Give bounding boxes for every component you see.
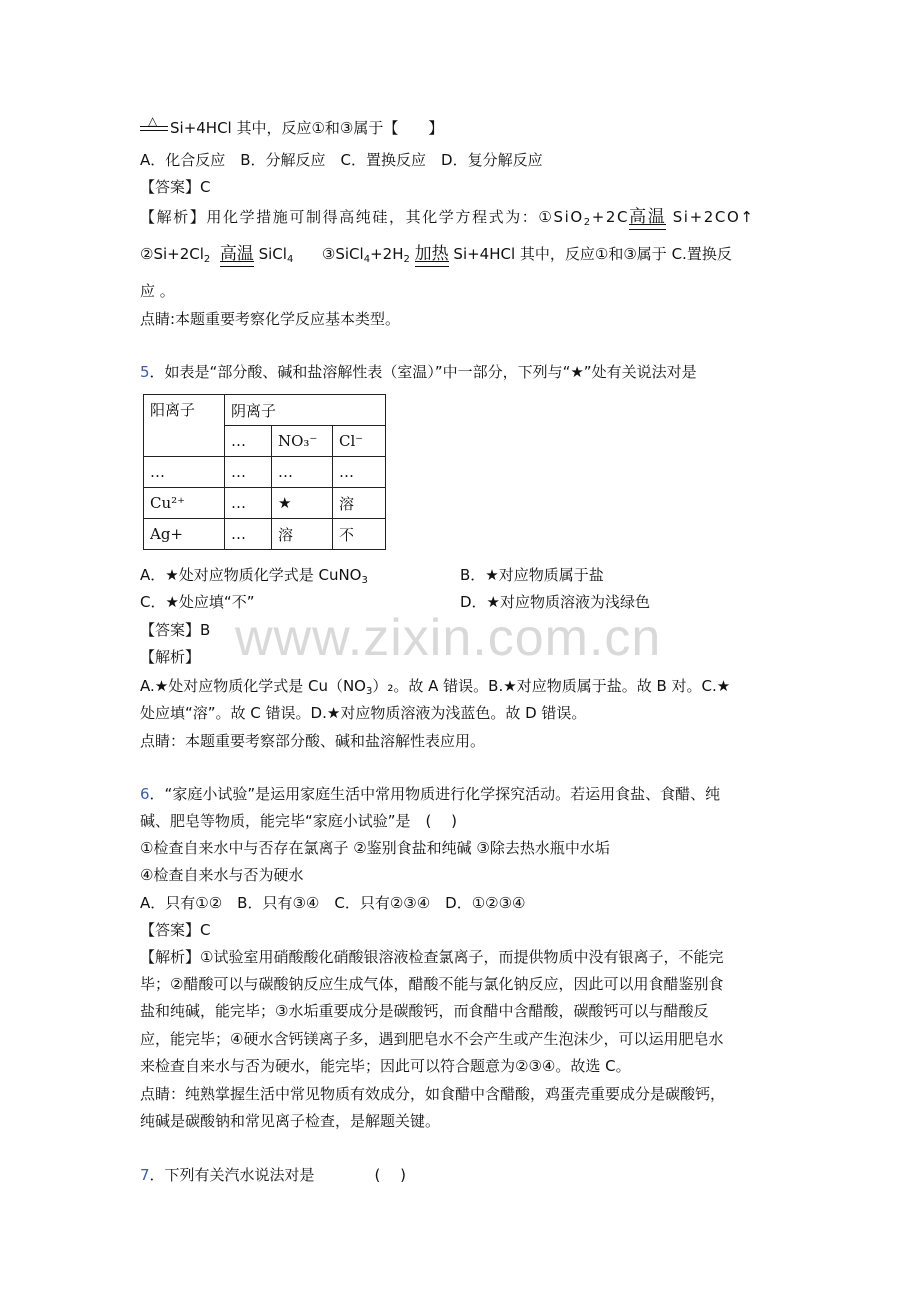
table-cell: … — [225, 519, 272, 550]
table-cell: ★ — [272, 488, 333, 519]
q4-options: A．化合反应 B．分解反应 C．置换反应 D．复分解反应 — [140, 151, 543, 169]
q7-number: 7 — [140, 1166, 150, 1184]
table-cell: 不 — [333, 519, 386, 550]
q7-stem: 7．下列有关汽水说法对是 ( ) — [140, 1166, 407, 1184]
q5-option-c: C．★处应填“不” — [140, 593, 255, 611]
table-row — [144, 488, 386, 519]
header-cation: 阳离子 — [144, 395, 225, 457]
q4-equation-text: Si+4HCl 其中，反应①和③属于【 】 — [170, 119, 444, 137]
q5-option-b: B．★对应物质属于盐 — [460, 566, 604, 584]
q4-explanation-line2: $②Si+2Cl_2$ 高温 SiCl$_4$ $③SiCl_4+2H_2$ 加热 Si+4HCl 其中，反应①和③属于 C.置换反 — [140, 244, 732, 265]
table-cell: … — [272, 457, 333, 488]
high-temp-condition: 高温 — [629, 207, 667, 227]
q6-explanation-line5: 来检查自来水与否为硬水，能完毕；因此可以符合题意为②③④。故选 C。 — [140, 1057, 631, 1075]
watermark: www.zixin.com.cn — [235, 609, 662, 667]
q5-stem: 5．如表是“部分酸、碱和盐溶解性表（室温）”中一部分，下列与“★”处有关说法对是 — [140, 363, 697, 381]
q6-item-line1: ①检查自来水中与否存在氯离子 ②鉴别食盐和纯碱 ③除去热水瓶中水垢 — [140, 839, 610, 857]
table-cell: NO₃⁻ — [272, 426, 333, 457]
q6-tip-line2: 纯碱是碳酸钠和常见离子检查，是解题关键。 — [140, 1112, 441, 1130]
q6-answer: 【答案】C — [140, 921, 211, 939]
table-row — [144, 457, 386, 488]
table-cell: 溶 — [333, 488, 386, 519]
table-cell: … — [225, 488, 272, 519]
q4-equation-tail — [140, 114, 444, 138]
table-cell: … — [225, 426, 272, 457]
q6-options: A．只有①② B．只有③④ C．只有②③④ D．①②③④ — [140, 894, 526, 912]
q5-number: 5 — [140, 363, 150, 381]
table-row — [144, 519, 386, 550]
table-cell: Cl⁻ — [333, 426, 386, 457]
table-cell: Ag+ — [144, 519, 225, 550]
q5-answer: 【答案】B — [140, 621, 211, 639]
q6-explanation-line3: 盐和纯碱，能完毕；③水垢重要成分是碳酸钙，而食醋中含醋酸，碳酸钙可以与醋酸反 — [140, 1002, 709, 1020]
q5-tip: 点睛：本题重要考察部分酸、碱和盐溶解性表应用。 — [140, 732, 486, 750]
q6-explanation-line4: 应，能完毕；④硬水含钙镁离子多，遇到肥皂水不会产生或产生泡沫少，可以运用肥皂水 — [140, 1030, 724, 1048]
table-cell: … — [144, 457, 225, 488]
table-cell: Cu²⁺ — [144, 488, 225, 519]
q6-explanation-line1: 【解析】①试验室用硝酸酸化硝酸银溶液检查氯离子，而提供物质中没有银离子，不能完 — [140, 948, 724, 966]
solubility-table — [143, 394, 386, 550]
q6-number: 6 — [140, 785, 150, 803]
table-cell: 溶 — [272, 519, 333, 550]
header-anion: 阴离子 — [225, 395, 386, 426]
q6-item-line2: ④检查自来水与否为硬水 — [140, 866, 304, 884]
q6-tip-line1: 点睛：纯熟掌握生活中常见物质有效成分，如食醋中含醋酸，鸡蛋壳重要成分是碳酸钙， — [140, 1085, 726, 1103]
q5-explanation-line2: 处应填“溶”。故 C 错误。D.★对应物质溶液为浅蓝色。故 D 错误。 — [140, 704, 587, 722]
high-temp-condition: 高温 — [219, 244, 254, 264]
q6-explanation-line2: 毕；②醋酸可以与碳酸钠反应生成气体，醋酸不能与氯化钠反应，因此可以用食醋鉴别食 — [140, 975, 724, 993]
q4-explanation-line1: 【解析】用化学措施可制得高纯硅，其化学方程式为：①SiO$_2$+2C高温 Si+2CO↑ — [140, 207, 755, 228]
q4-tip: 点睛:本题重要考察化学反应基本类型。 — [140, 310, 401, 328]
table-cell: … — [225, 457, 272, 488]
table-cell: … — [333, 457, 386, 488]
q4-explanation-line3: 应 。 — [140, 282, 175, 300]
q6-stem-line2: 碱、肥皂等物质，能完毕“家庭小试验”是 ( ) — [140, 812, 458, 830]
q6-stem-line1: 6．“家庭小试验”是运用家庭生活中常用物质进行化学探究活动。若运用食盐、食醋、纯 — [140, 785, 721, 803]
heating-condition-mark: △ — [140, 119, 168, 133]
q4-answer: 【答案】C — [140, 178, 211, 196]
q5-explanation-line1: A.★处对应物质化学式是 $Cu(NO_3)_2$。故 A 错误。B.★对应物质属于盐。故 B 对。C.★ — [140, 677, 731, 697]
q5-explanation-head: 【解析】 — [140, 648, 201, 666]
q5-option-a: A．★处对应物质化学式是 CuNO$_3$ — [140, 566, 368, 586]
heating-condition: 加热 — [414, 244, 449, 264]
q5-option-d: D．★对应物质溶液为浅绿色 — [460, 593, 650, 611]
